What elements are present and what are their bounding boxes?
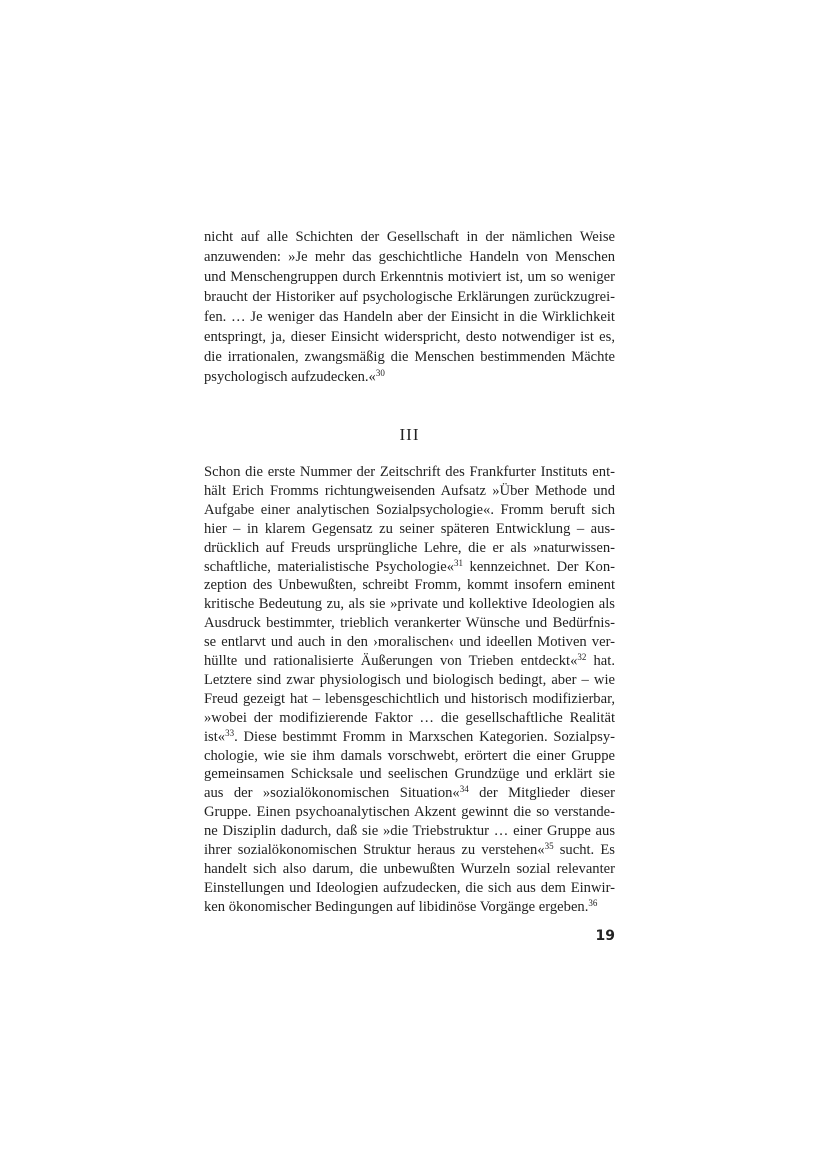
line-text: aus der »sozialökonomischen Situation«	[204, 785, 460, 802]
line-text: hüllte und rationalisierte Äußerungen von Trieben entdeckt«	[204, 653, 578, 669]
line-text: psychologisch aufzudecken.«	[204, 369, 376, 385]
text-line	[204, 840, 615, 860]
line-text: »wobei der modifizierende Faktor … die gesellschaftliche Realität	[204, 709, 615, 726]
line-text: hält Erich Fromms richtungweisenden Aufsatz »Über Methode und	[204, 482, 615, 499]
text-line	[204, 575, 615, 595]
text-line	[204, 651, 615, 671]
line-text: drücklich auf Freuds ursprüngliche Lehre, die er als »naturwissen-	[204, 539, 615, 556]
text-line	[204, 267, 615, 287]
text-line	[204, 462, 615, 482]
text-line	[204, 802, 615, 822]
line-text: kritische Bedeutung zu, als sie »private und kollektive Ideologien als	[204, 596, 615, 613]
text-line	[204, 327, 615, 347]
line-text: die irrationalen, zwangsmäßig die Menschen bestimmenden Mächte	[204, 349, 615, 365]
text-line	[204, 287, 615, 307]
line-text: Einstellungen und Ideologien aufzudecken, die sich aus dem Einwir-	[204, 879, 615, 896]
footnote-marker: 30	[375, 368, 385, 378]
line-text: . Diese bestimmt Fromm in Marxschen Kategorien. Sozialpsy-	[234, 728, 615, 745]
line-text: Aufgabe einer analytischen Sozialpsychologie«. Fromm beruft sich	[204, 501, 615, 518]
line-text: hat.	[586, 653, 615, 669]
line-text: Freud gezeigt hat – lebensgeschichtlich und historisch modifizierbar,	[204, 690, 615, 707]
section-heading: III	[399, 425, 420, 444]
text-line	[204, 594, 615, 614]
line-text: braucht der Historiker auf psychologische Erklärungen zurückzugrei-	[204, 289, 615, 305]
line-text: ken ökonomischer Bedingungen auf libidinöse Vorgänge ergeben.	[204, 898, 589, 915]
line-text: fen. … Je weniger das Handeln aber der Einsicht in die Wirklichkeit	[204, 309, 615, 325]
text-line	[204, 613, 615, 633]
text-line	[204, 670, 615, 690]
text-line	[204, 727, 615, 747]
line-text: gemeinsamen Schicksale und seelischen Grundzüge und erklärt sie	[204, 766, 615, 783]
text-line	[204, 632, 615, 652]
text-line	[204, 481, 615, 501]
text-line	[204, 247, 615, 267]
line-text: se entlarvt und auch in den ›moralischen‹ und ideellen Motiven ver-	[204, 634, 615, 651]
line-text: sucht. Es	[553, 842, 615, 858]
line-text: handelt sich also darum, die unbewußten Wurzeln sozial relevanter	[204, 860, 615, 877]
text-line	[204, 764, 615, 784]
footnote-marker: 35	[544, 841, 554, 851]
page-number: 19	[595, 928, 615, 944]
text-line	[204, 897, 615, 917]
line-text: nicht auf alle Schichten der Gesellschaft in der nämlichen Weise	[204, 229, 615, 245]
footnote-marker: 32	[577, 652, 587, 662]
text-line	[204, 783, 615, 803]
text-line	[204, 367, 615, 387]
text-line	[204, 347, 615, 367]
line-text: kennzeichnet. Der Kon-	[463, 558, 615, 575]
line-text: anzuwenden: »Je mehr das geschichtliche Handeln von Menschen	[204, 249, 615, 265]
line-text: ne Disziplin dadurch, daß sie »die Triebstruktur … einer Gruppe aus	[204, 823, 615, 840]
line-text: Schon die erste Nummer der Zeitschrift des Frankfurter Instituts ent-	[204, 464, 615, 480]
footnote-marker: 31	[454, 557, 464, 568]
line-text: zeption des Unbewußten, schreibt Fromm, kommt insofern eminent	[204, 577, 615, 594]
text-line	[204, 746, 615, 766]
line-text: und Menschengruppen durch Erkenntnis motiviert ist, um so weniger	[204, 269, 615, 285]
line-text: Letztere sind zwar physiologisch und biologisch bedingt, aber – wie	[204, 671, 615, 688]
line-text: der Mitglieder dieser	[468, 785, 615, 802]
footnote-marker: 33	[225, 727, 235, 738]
footnote-marker: 36	[588, 897, 598, 908]
line-text: entspringt, ja, dieser Einsicht widerspricht, desto notwendiger ist es,	[204, 329, 615, 345]
line-text: ihrer sozialökonomischen Struktur heraus zu verstehen«	[204, 842, 545, 858]
line-text: chologie, wie sie ihm damals vorschwebt, erörtert die einer Gruppe	[204, 747, 615, 764]
text-line	[204, 557, 615, 577]
text-line	[204, 519, 615, 539]
text-line	[204, 708, 615, 728]
text-line	[204, 500, 615, 520]
line-text: Ausdruck bestimmter, trieblich verankerter Wünsche und Bedürfnis-	[204, 615, 615, 632]
text-line	[204, 307, 615, 327]
text-line	[204, 821, 615, 841]
text-line	[204, 878, 615, 898]
text-line	[204, 227, 615, 247]
line-text: schaftliche, materialistische Psychologie«	[204, 558, 455, 575]
line-text: hier – in klarem Gegensatz zu seiner späteren Entwicklung – aus-	[204, 520, 615, 537]
line-text: Gruppe. Einen psychoanalytischen Akzent gewinnt die so verstande-	[204, 804, 615, 821]
text-line	[204, 689, 615, 709]
text-line	[204, 538, 615, 558]
line-text: ist«	[204, 728, 226, 745]
footnote-marker: 34	[459, 784, 469, 795]
text-line	[204, 859, 615, 879]
